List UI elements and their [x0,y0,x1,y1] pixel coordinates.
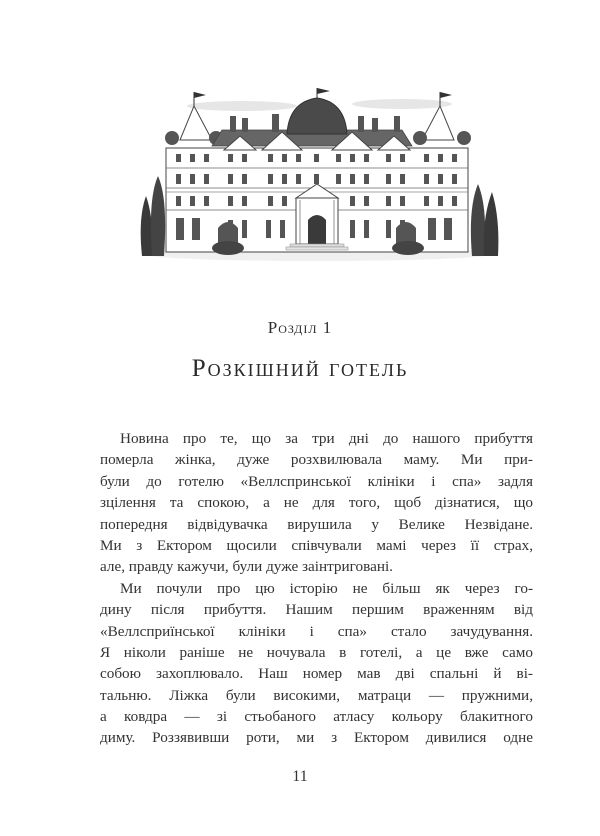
text-line: тальню. Ліжка були високими, матраци — пружними, [100,686,533,704]
text-line: Ми з Ектором щосили співчували мамі через її страх, [100,536,533,554]
hotel-drawing-svg [132,88,502,268]
text-line: померла жінка, дуже розхвилювала маму. Ми при- [100,451,533,469]
text-line: Я ніколи раніше не ночувала в готелі, а це вже само [100,643,533,661]
text-line: Ми почули про цю історію не більш як через го- [120,579,533,597]
text-line: а ковдра — зі стьобаного атласу кольору блакитного [100,708,533,726]
text-line: диму. Роззявивши роти, ми з Ектором дивилися одне [100,729,533,747]
text-line: зцілення та спокою, а не для того, щоб дізнатися, що [100,494,533,512]
hotel-building-illustration [132,88,502,268]
chapter-label: Розділ 1 [267,318,333,337]
text-line: собою захоплювало. Наш номер мав дві спальні й ві- [100,665,533,683]
chapter-body-text [100,428,533,749]
page-number: 11 [292,768,308,785]
text-line: попередня відвідувачка вирушила у Велике Незвідане. [100,515,533,533]
text-line: були до готелю «Веллспринської клініки і спа» задля [100,472,533,490]
chapter-title: Розкішний готель [191,355,409,382]
text-line: «Веллсприїнської клініки і спа» стало зачудування. [100,622,533,640]
text-line: Новина про те, що за три дні до нашого прибуття [120,430,533,447]
text-line: але, правду кажучи, були дуже заінтриговані. [100,558,393,576]
text-line: дину після прибуття. Нашим першим враженням від [100,601,533,619]
